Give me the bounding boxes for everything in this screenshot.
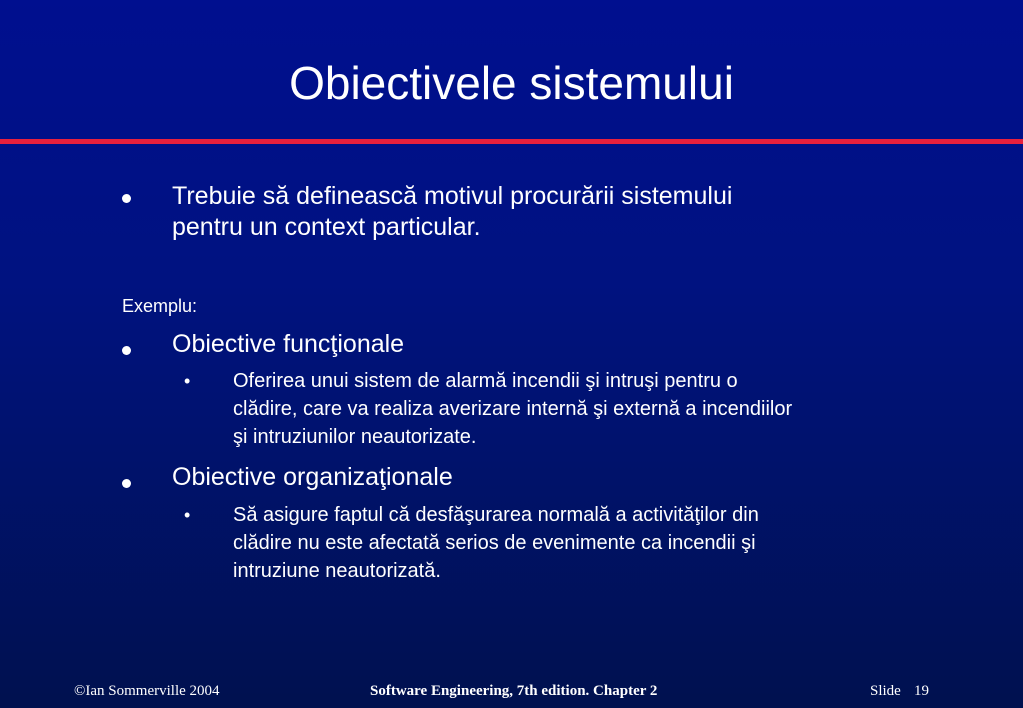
footer-slide-label: Slide — [870, 683, 901, 699]
footer-book-title: Software Engineering, 7th edition. Chapter 2 — [370, 683, 658, 699]
bullet-1-line-1: Trebuie să definească motivul procurării sistemului — [172, 182, 733, 210]
sub-bullet-icon: • — [184, 505, 191, 525]
bullet-2-sub-line-1: Oferirea unui sistem de alarmă incendii şi intruşi pentru o — [233, 370, 738, 392]
bullet-dot-icon — [122, 346, 131, 355]
bullet-dot-icon — [122, 194, 131, 203]
bullet-3-sub-line-1: Să asigure faptul că desfăşurarea normală a activităţilor din — [233, 504, 759, 526]
footer-slide-number: 19 — [914, 683, 929, 699]
bullet-3-sub-line-3: intruziune neautorizată. — [233, 560, 441, 582]
example-label: Exemplu: — [122, 296, 198, 316]
bullet-2-text: Obiective funcţionale — [172, 330, 405, 358]
bullet-2-sub-line-3: şi intruziunilor neautorizate. — [233, 426, 477, 448]
bullet-3-sub-line-2: clădire nu este afectată serios de evenimente ca incendii şi — [233, 532, 756, 554]
bullet-dot-icon — [122, 479, 131, 488]
sub-bullet-icon: • — [184, 371, 191, 391]
bullet-2-sub-line-2: clădire, care va realiza averizare internă şi externă a incendiilor — [233, 398, 793, 420]
footer-copyright: ©Ian Sommerville 2004 — [74, 683, 220, 699]
bullet-1-line-2: pentru un context particular. — [172, 213, 481, 241]
bullet-3-text: Obiective organizaţionale — [172, 463, 453, 491]
slide-title: Obiectivele sistemului — [289, 57, 734, 109]
